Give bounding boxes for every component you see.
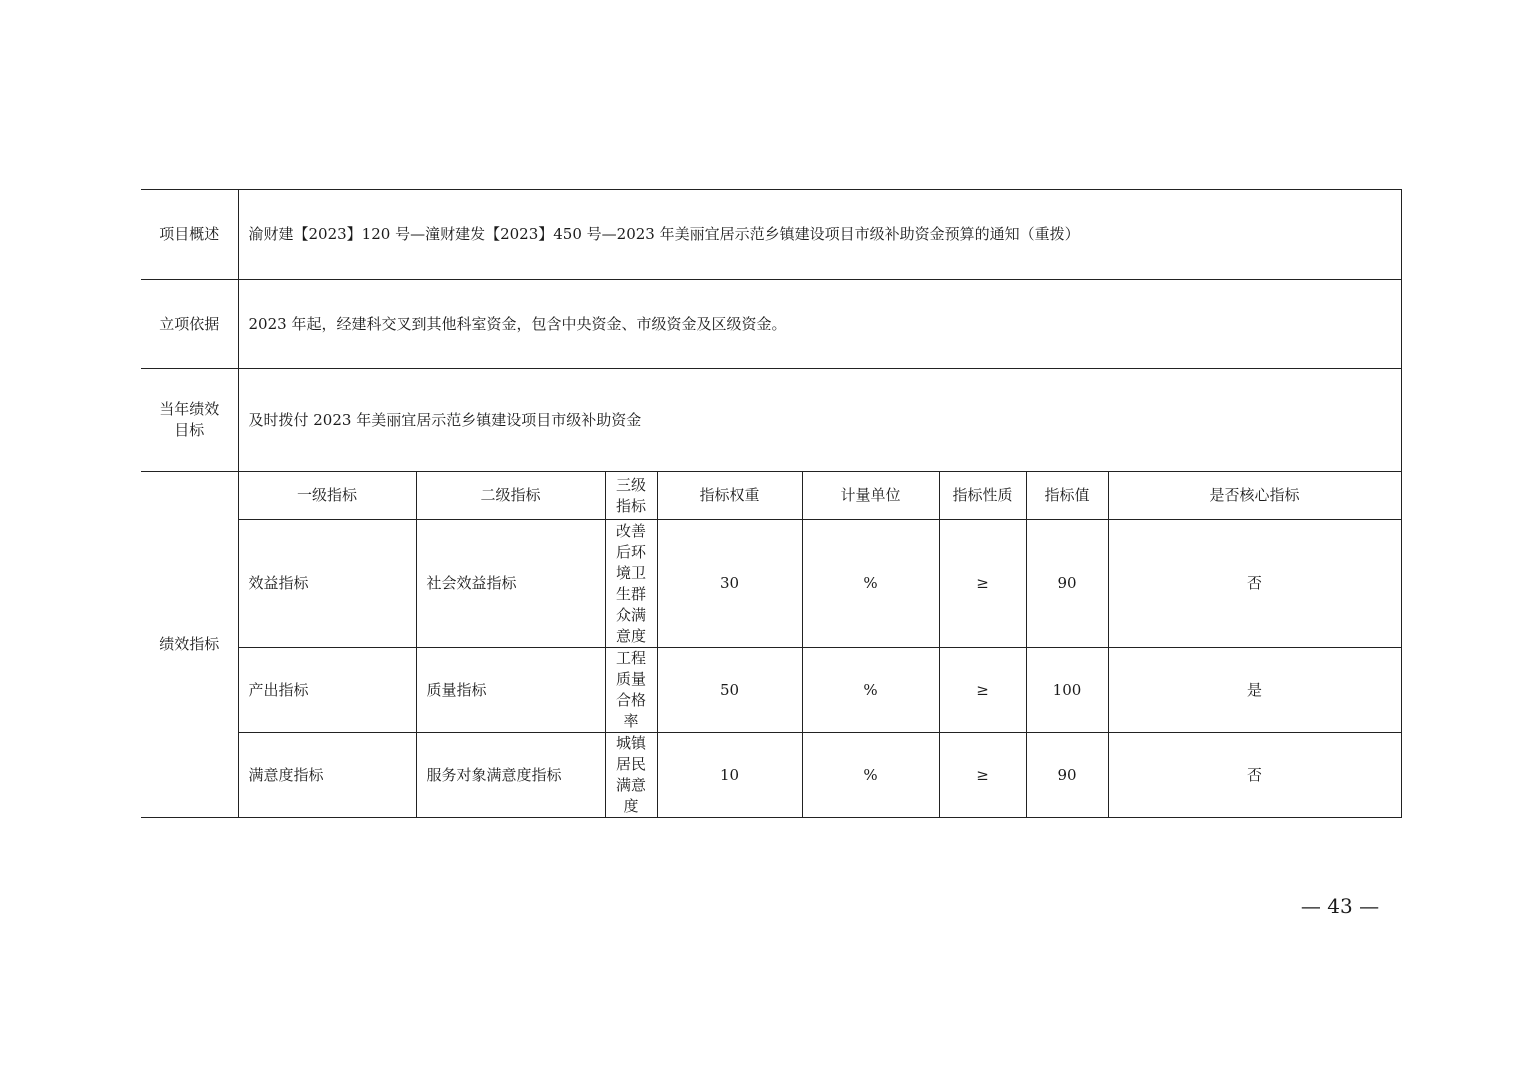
item-core: 否 <box>1108 520 1401 648</box>
item-level3: 改善后环境卫生群众满意度 <box>605 520 657 648</box>
page-number: — 43 — <box>1300 894 1380 918</box>
item-level1: 效益指标 <box>238 520 416 648</box>
item-core: 否 <box>1108 733 1401 818</box>
item-level1: 产出指标 <box>238 648 416 733</box>
item-nature: ≥ <box>939 520 1026 648</box>
header-row <box>141 472 1401 520</box>
performance-label: 绩效指标 <box>141 472 238 818</box>
item-nature: ≥ <box>939 733 1026 818</box>
goal-label: 当年绩效目标 <box>141 369 238 472</box>
table-row <box>141 648 1401 733</box>
header-level2: 二级指标 <box>416 472 605 520</box>
header-level3: 三级指标 <box>605 472 657 520</box>
basis-label: 立项依据 <box>141 280 238 369</box>
item-weight: 10 <box>657 733 802 818</box>
performance-table <box>141 189 1402 818</box>
header-level1: 一级指标 <box>238 472 416 520</box>
header-weight: 指标权重 <box>657 472 802 520</box>
overview-text: 渝财建【2023】120 号—潼财建发【2023】450 号—2023 年美丽宜居示范乡镇建设项目市级补助资金预算的通知（重拨） <box>238 190 1401 280</box>
item-weight: 30 <box>657 520 802 648</box>
overview-row <box>141 190 1401 280</box>
header-nature: 指标性质 <box>939 472 1026 520</box>
table-row <box>141 733 1401 818</box>
item-level2: 社会效益指标 <box>416 520 605 648</box>
item-nature: ≥ <box>939 648 1026 733</box>
header-value: 指标值 <box>1026 472 1108 520</box>
goal-row <box>141 369 1401 472</box>
table-row <box>141 520 1401 648</box>
item-weight: 50 <box>657 648 802 733</box>
header-core: 是否核心指标 <box>1108 472 1401 520</box>
goal-text: 及时拨付 2023 年美丽宜居示范乡镇建设项目市级补助资金 <box>238 369 1401 472</box>
item-level1: 满意度指标 <box>238 733 416 818</box>
item-level2: 质量指标 <box>416 648 605 733</box>
item-value: 90 <box>1026 520 1108 648</box>
item-unit: % <box>802 520 939 648</box>
basis-text: 2023 年起，经建科交叉到其他科室资金，包含中央资金、市级资金及区级资金。 <box>238 280 1401 369</box>
item-level3: 工程质量合格率 <box>605 648 657 733</box>
header-unit: 计量单位 <box>802 472 939 520</box>
item-unit: % <box>802 733 939 818</box>
item-level2: 服务对象满意度指标 <box>416 733 605 818</box>
item-level3: 城镇居民满意度 <box>605 733 657 818</box>
item-value: 100 <box>1026 648 1108 733</box>
basis-row <box>141 280 1401 369</box>
item-value: 90 <box>1026 733 1108 818</box>
overview-label: 项目概述 <box>141 190 238 280</box>
item-core: 是 <box>1108 648 1401 733</box>
item-unit: % <box>802 648 939 733</box>
